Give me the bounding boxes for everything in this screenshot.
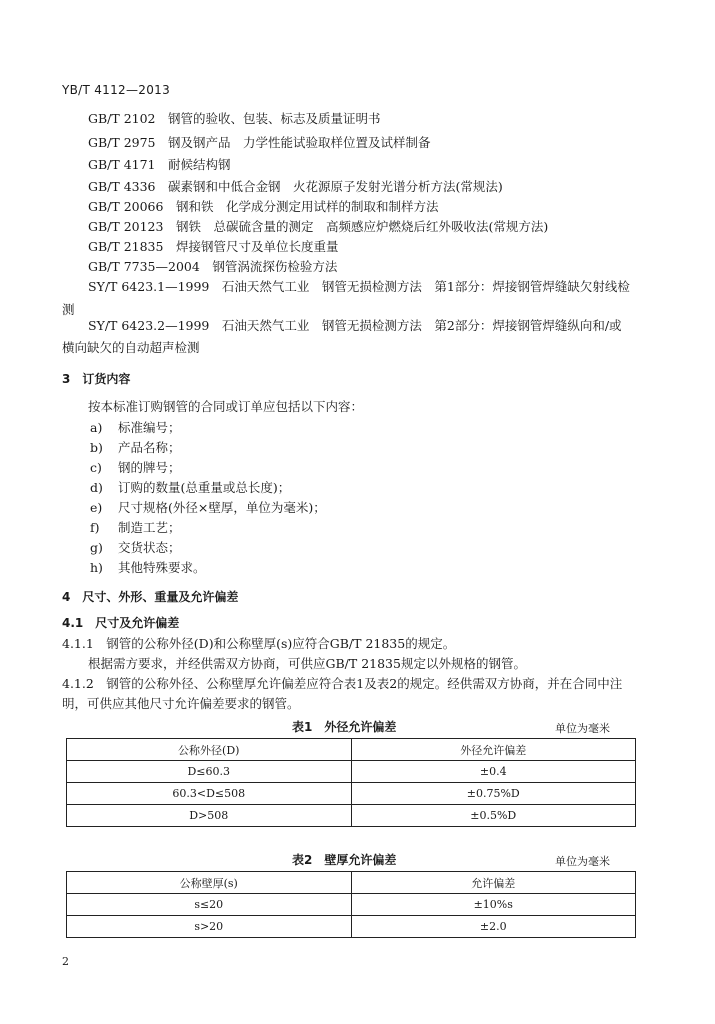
table-1-unit: 单位为毫米 bbox=[555, 722, 610, 735]
reference-item bbox=[88, 199, 439, 215]
table-cell: ±2.0 bbox=[351, 916, 636, 938]
list-text: 交货状态； bbox=[118, 540, 181, 555]
reference-item bbox=[88, 179, 503, 195]
clause-4-1-1: 4.1.1 钢管的公称外径(D)和公称壁厚(s)应符合GB/T 21835的规定。 bbox=[62, 636, 456, 651]
list-item bbox=[90, 518, 181, 536]
table-cell: 60.3<D≤508 bbox=[67, 783, 352, 805]
table-cell: ±0.75%D bbox=[351, 783, 636, 805]
section-3-heading: 3 订货内容 bbox=[62, 372, 131, 386]
list-text: 标准编号； bbox=[118, 420, 181, 435]
table-row bbox=[67, 805, 636, 827]
reference-code: GB/T 21835 bbox=[88, 239, 164, 254]
list-item bbox=[90, 498, 326, 516]
table-row bbox=[67, 916, 636, 938]
reference-item-sy-part1: SY/T 6423.1—1999 石油天然气工业 钢管无损检测方法 第1部分：焊接钢管焊缝缺欠射线检 bbox=[88, 279, 630, 294]
list-marker: a) bbox=[90, 420, 103, 435]
reference-item-sy-part1-continuation: 测 bbox=[62, 302, 75, 317]
table-row bbox=[67, 761, 636, 783]
table-header-row bbox=[67, 739, 636, 761]
reference-item bbox=[88, 219, 548, 235]
reference-title: 钢及钢产品 力学性能试验取样位置及试样制备 bbox=[168, 135, 431, 150]
list-item bbox=[90, 558, 206, 576]
clause-4-1-1-continuation: 根据需方要求，并经供需双方协商，可供应GB/T 21835规定以外规格的钢管。 bbox=[88, 656, 526, 671]
reference-item bbox=[88, 157, 231, 173]
table-cell: s≤20 bbox=[67, 894, 352, 916]
table-cell: s>20 bbox=[67, 916, 352, 938]
reference-code: GB/T 20123 bbox=[88, 219, 164, 234]
table-cell: D≤60.3 bbox=[67, 761, 352, 783]
table-cell: ±0.4 bbox=[351, 761, 636, 783]
table-1 bbox=[66, 738, 636, 827]
reference-item bbox=[88, 239, 339, 255]
list-text: 钢的牌号； bbox=[118, 460, 181, 475]
reference-item bbox=[88, 259, 337, 275]
list-item bbox=[90, 438, 181, 456]
reference-title: 碳素钢和中低合金钢 火花源原子发射光谱分析方法(常规法) bbox=[168, 179, 503, 194]
list-marker: c) bbox=[90, 460, 102, 475]
section-3-intro: 按本标准订购钢管的合同或订单应包括以下内容： bbox=[88, 399, 364, 414]
table-2-unit: 单位为毫米 bbox=[555, 855, 610, 868]
reference-title: 钢管的验收、包装、标志及质量证明书 bbox=[168, 111, 381, 126]
section-4-heading: 4 尺寸、外形、重量及允许偏差 bbox=[62, 590, 239, 604]
table-header-cell: 外径允许偏差 bbox=[351, 739, 636, 761]
list-marker: e) bbox=[90, 500, 103, 515]
list-marker: f) bbox=[90, 520, 100, 535]
reference-item-sy-part2-continuation: 横向缺欠的自动超声检测 bbox=[62, 340, 200, 355]
list-item bbox=[90, 418, 181, 436]
table-cell: D>508 bbox=[67, 805, 352, 827]
list-item bbox=[90, 478, 290, 496]
list-text: 制造工艺； bbox=[118, 520, 181, 535]
list-text: 尺寸规格(外径×壁厚，单位为毫米)； bbox=[118, 500, 326, 515]
table-cell: ±0.5%D bbox=[351, 805, 636, 827]
reference-code: GB/T 7735—2004 bbox=[88, 259, 200, 274]
table-header-cell: 公称外径(D) bbox=[67, 739, 352, 761]
page-number: 2 bbox=[62, 955, 69, 968]
reference-title: 焊接钢管尺寸及单位长度重量 bbox=[175, 239, 339, 254]
table-2 bbox=[66, 871, 636, 938]
list-text: 其他特殊要求。 bbox=[118, 560, 206, 575]
table-row bbox=[67, 783, 636, 805]
reference-item bbox=[88, 135, 431, 151]
reference-code: GB/T 4171 bbox=[88, 157, 156, 172]
table-header-cell: 公称壁厚(s) bbox=[67, 872, 352, 894]
reference-title: 耐候结构钢 bbox=[168, 157, 231, 172]
reference-title: 钢管涡流探伤检验方法 bbox=[212, 259, 338, 274]
clause-4-1-2-continuation: 明，可供应其他尺寸允许偏差要求的钢管。 bbox=[62, 696, 300, 711]
clause-4-1-2: 4.1.2 钢管的公称外径、公称壁厚允许偏差应符合表1及表2的规定。经供需双方协商，并在合同中注 bbox=[62, 676, 623, 691]
list-item bbox=[90, 538, 181, 556]
list-text: 订购的数量(总重量或总长度)； bbox=[118, 480, 291, 495]
reference-item-sy-part2: SY/T 6423.2—1999 石油天然气工业 钢管无损检测方法 第2部分：焊接钢管焊缝纵向和/或 bbox=[88, 318, 622, 333]
reference-item bbox=[88, 111, 381, 127]
list-item bbox=[90, 458, 181, 476]
reference-title: 钢和铁 化学成分测定用试样的制取和制样方法 bbox=[175, 199, 439, 214]
reference-code: GB/T 20066 bbox=[88, 199, 164, 214]
reference-code: GB/T 2975 bbox=[88, 135, 156, 150]
reference-code: GB/T 4336 bbox=[88, 179, 156, 194]
table-header-cell: 允许偏差 bbox=[351, 872, 636, 894]
reference-title: 钢铁 总碳硫含量的测定 高频感应炉燃烧后红外吸收法(常规方法) bbox=[175, 219, 549, 234]
table-cell: ±10%s bbox=[351, 894, 636, 916]
list-marker: h) bbox=[90, 560, 103, 575]
list-text: 产品名称； bbox=[118, 440, 181, 455]
list-marker: b) bbox=[90, 440, 103, 455]
section-4-1-heading: 4.1 尺寸及允许偏差 bbox=[62, 616, 180, 630]
table-header-row bbox=[67, 872, 636, 894]
table-1-caption: 表1 外径允许偏差 bbox=[292, 720, 397, 734]
list-marker: d) bbox=[90, 480, 103, 495]
list-marker: g) bbox=[90, 540, 103, 555]
table-2-caption: 表2 壁厚允许偏差 bbox=[292, 853, 397, 867]
document-code-header: YB/T 4112—2013 bbox=[62, 83, 171, 97]
table-row bbox=[67, 894, 636, 916]
reference-code: GB/T 2102 bbox=[88, 111, 156, 126]
